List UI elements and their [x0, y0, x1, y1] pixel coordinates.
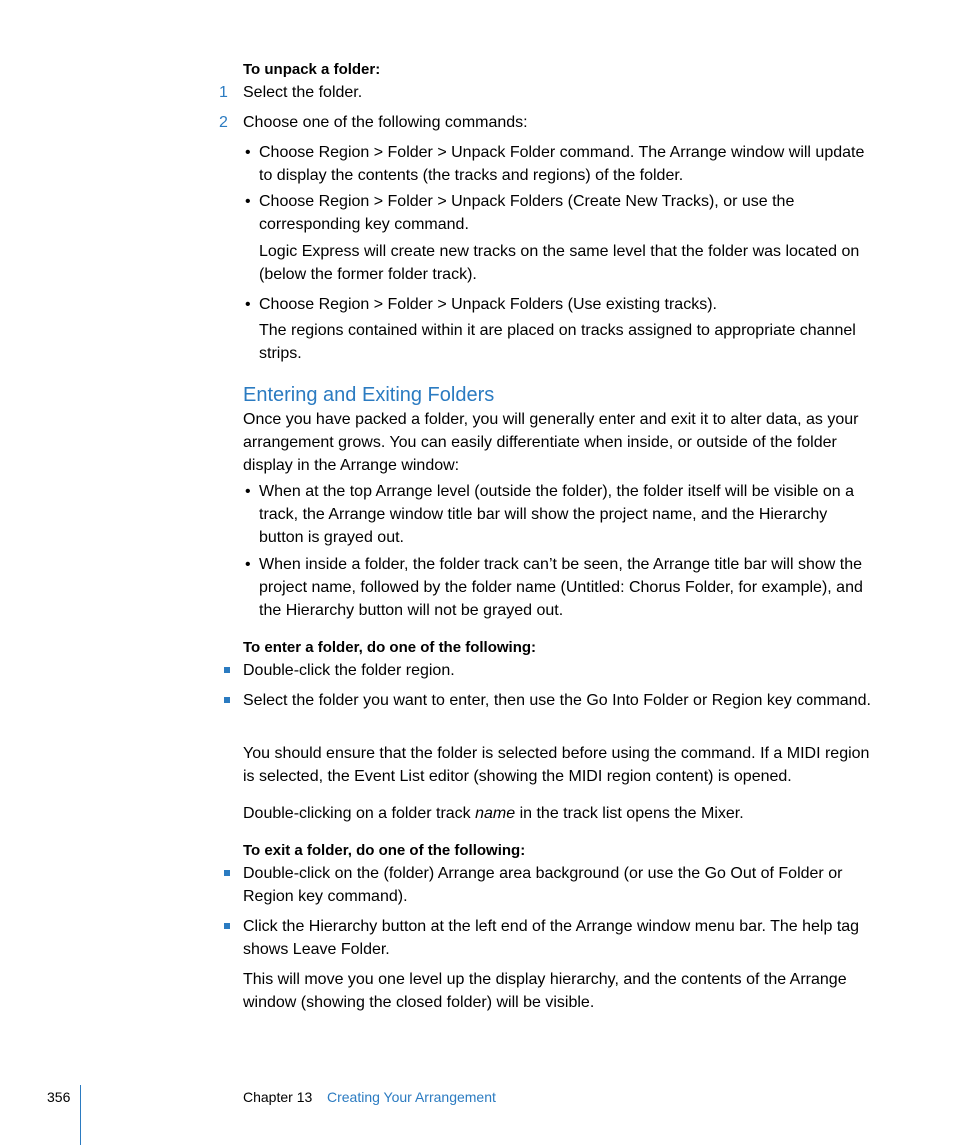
bullet-item: Choose Region > Folder > Unpack Folder command. The Arrange window will update to display the contents (the tracks and regions) of the folder.: [259, 144, 865, 184]
bullet-marker: •: [245, 144, 251, 161]
tip-text: in the track list opens the Mixer.: [515, 805, 744, 822]
square-bullet-icon: [224, 870, 230, 876]
page-number: 356: [47, 1089, 71, 1105]
bullet-note: Logic Express will create new tracks on the same level that the folder was located on (below the former folder track).: [259, 243, 860, 283]
list-item: Select the folder you want to enter, then use the Go Into Folder or Region key command.: [243, 692, 871, 709]
bullet-marker: •: [245, 556, 251, 573]
enter-note: You should ensure that the folder is selected before using the command. If a MIDI region is selected, the Event List editor (showing the MIDI region content) is opened.: [243, 745, 870, 785]
list-item: Click the Hierarchy button at the left end of the Arrange window menu bar. The help tag shows Leave Folder.: [243, 918, 860, 958]
chapter-title-link[interactable]: Creating Your Arrangement: [327, 1089, 496, 1105]
tip-text: Double-clicking on a folder track: [243, 805, 476, 822]
bullet-item: When at the top Arrange level (outside the folder), the folder itself will be visible on a track, the Arrange window title bar will show the project name, and the Hierarchy button is grayed out.: [259, 483, 854, 546]
bullet-item: Choose Region > Folder > Unpack Folders (Create New Tracks), or use the corresponding key command.: [259, 193, 795, 233]
step-number: 2: [219, 114, 228, 131]
tip-paragraph: [243, 802, 873, 825]
bullet-item: When inside a folder, the folder track can’t be seen, the Arrange title bar will show the project name, followed by the folder name (Untitled: Chorus Folder, for example), and the Hierarchy button will not be grayed out.: [259, 556, 863, 619]
section-intro: Once you have packed a folder, you will generally enter and exit it to alter data, as your arrangement grows. You can easily differentiate when inside, or outside of the folder display in the Arrange window:: [243, 411, 859, 474]
tip-italic: name: [475, 805, 516, 822]
list-item: Double-click on the (folder) Arrange area background (or use the Go Out of Folder or Region key command).: [243, 865, 843, 905]
square-bullet-icon: [224, 667, 230, 673]
square-bullet-icon: [224, 697, 230, 703]
step-number: 1: [219, 84, 228, 101]
bullet-marker: •: [245, 193, 251, 210]
square-bullet-icon: [224, 923, 230, 929]
step-text: Choose one of the following commands:: [243, 114, 528, 131]
step-text: Select the folder.: [243, 84, 363, 101]
bullet-marker: •: [245, 296, 251, 313]
enter-heading: To enter a folder, do one of the following:: [243, 639, 537, 656]
chapter-label: Chapter 13: [243, 1089, 313, 1105]
list-item: Double-click the folder region.: [243, 662, 455, 679]
footer-divider: [80, 1085, 81, 1145]
section-title: Entering and Exiting Folders: [243, 384, 495, 406]
bullet-item: Choose Region > Folder > Unpack Folders (Use existing tracks).: [259, 296, 717, 313]
exit-heading: To exit a folder, do one of the following:: [243, 842, 526, 859]
bullet-note: The regions contained within it are placed on tracks assigned to appropriate channel strips.: [259, 322, 856, 362]
bullet-marker: •: [245, 483, 251, 500]
unpack-heading: To unpack a folder:: [243, 61, 381, 78]
exit-note: This will move you one level up the display hierarchy, and the contents of the Arrange window (showing the closed folder) will be visible.: [243, 971, 847, 1011]
